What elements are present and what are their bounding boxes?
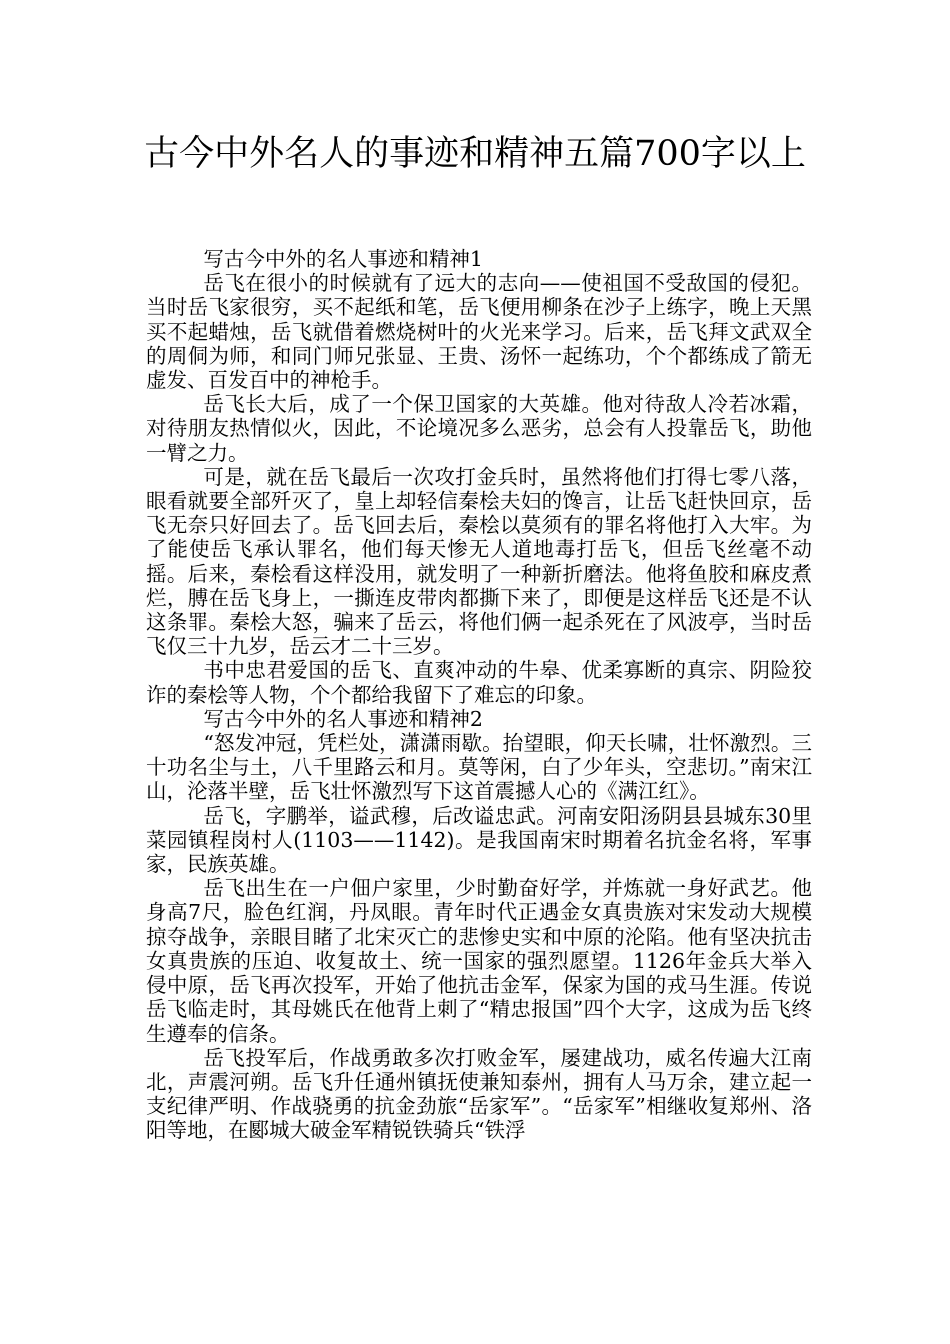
paragraph: 岳飞出生在一户佃户家里，少时勤奋好学，并炼就一身好武艺。他身高7尺，脸色红润，丹凤眼。青年时代正遇金女真贵族对宋发动大规模掠夺战争，亲眼目睹了北宋灭亡的悲惨史实和中原的沦陷。他有坚决抗击女真贵族的压迫、收复故土、统一国家的强烈愿望。1126年金兵大举入侵中原，岳飞再次投军，开始了他抗击金军，保家为国的戎马生涯。传说岳飞临走时，其母姚氏在他背上刺了“精忠报国”四个大字，这成为岳飞终生遵奉的信条。 [146,876,812,1046]
document-body [146,247,812,1143]
paragraph: “怒发冲冠，凭栏处，潇潇雨歇。抬望眼，仰天长啸，壮怀激烈。三十功名尘与土，八千里路云和月。莫等闲，白了少年头，空悲切。”南宋江山，沦落半壁，岳飞壮怀激烈写下这首震撼人心的《满江红》。 [146,731,812,804]
section-heading: 写古今中外的名人事迹和精神2 [203,706,483,731]
paragraph: 岳飞投军后，作战勇敢多次打败金军，屡建战功，威名传遍大江南北，声震河朔。岳飞升任通州镇抚使兼知泰州，拥有人马万余，建立起一支纪律严明、作战骁勇的抗金劲旅“岳家军”。“岳家军”相继收复郑州、洛阳等地，在郾城大破金军精锐铁骑兵“铁浮 [146,1045,812,1143]
paragraph: 书中忠君爱国的岳飞、直爽冲动的牛皋、优柔寡断的真宗、阴险狡诈的秦桧等人物，个个都给我留下了难忘的印象。 [146,658,812,707]
section-heading: 写古今中外的名人事迹和精神1 [203,247,483,271]
document-title: 古今中外名人的事迹和精神五篇700字以上 [144,134,806,174]
paragraph: 岳飞长大后，成了一个保卫国家的大英雄。他对待敌人冷若冰霜，对待朋友热情似火，因此，不论境况多么恶劣，总会有人投靠岳飞，助他一臂之力。 [146,392,812,465]
paragraph: 岳飞，字鹏举，谥武穆，后改谥忠武。河南安阳汤阴县县城东30里菜园镇程岗村人(1103——1142)。是我国南宋时期着名抗金名将，军事家，民族英雄。 [146,803,812,877]
paragraph: 可是，就在岳飞最后一次攻打金兵时，虽然将他们打得七零八落，眼看就要全部歼灭了，皇上却轻信秦桧夫妇的馋言，让岳飞赶快回京，岳飞无奈只好回去了。岳飞回去后，秦桧以莫须有的罪名将他打入大牢。为了能使岳飞承认罪名，他们每天惨无人道地毒打岳飞，但岳飞丝毫不动摇。后来，秦桧看这样没用，就发明了一种新折磨法。他将鱼胶和麻皮煮烂，膊在岳飞身上，一撕连皮带肉都撕下来了，即便是这样岳飞还是不认这条罪。秦桧大怒，骗来了岳云，将他们俩一起杀死在了风波亭，当时岳飞仅三十九岁，岳云才二十三岁。 [146,464,812,659]
paragraph: 岳飞在很小的时候就有了远大的志向——使祖国不受敌国的侵犯。当时岳飞家很穷，买不起纸和笔，岳飞便用柳条在沙子上练字，晚上天黑买不起蜡烛，岳飞就借着燃烧树叶的火光来学习。后来，岳飞拜文武双全的周侗为师，和同门师兄张显、王贵、汤怀一起练功，个个都练成了箭无虚发、百发百中的神枪手。 [146,271,812,393]
